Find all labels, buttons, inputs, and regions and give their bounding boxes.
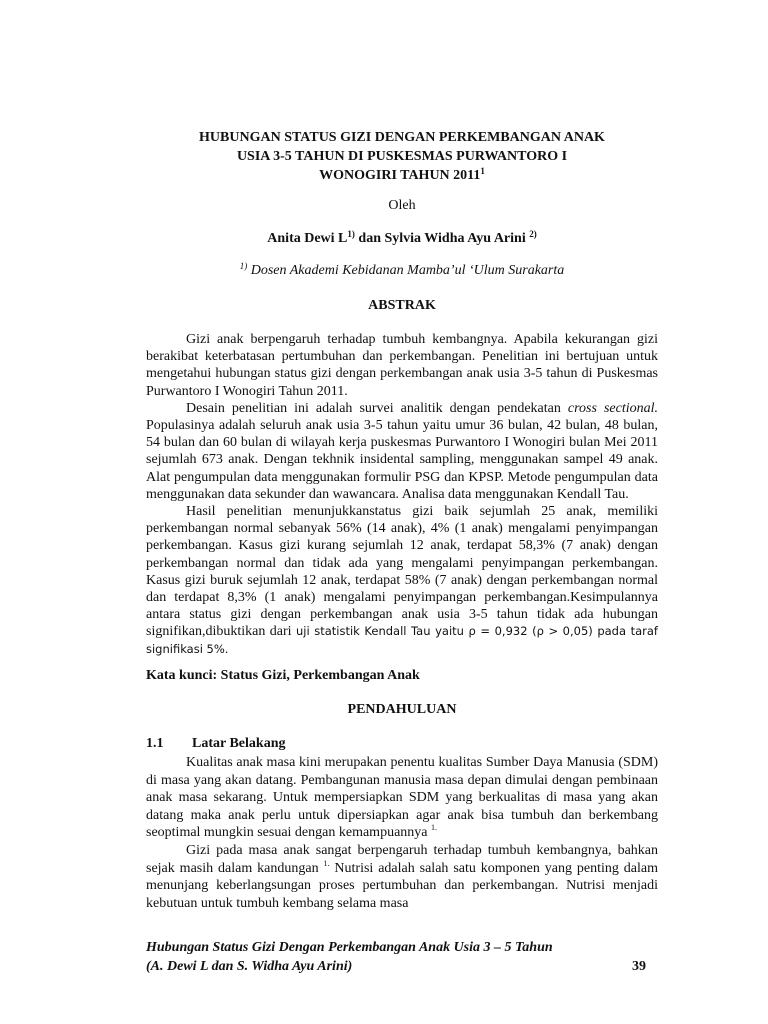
page-footer — [146, 938, 646, 976]
abstract-p2-text-a: Desain penelitian ini adalah survei analitik dengan pendekatan — [186, 400, 568, 416]
abstract-paragraph-2 — [146, 400, 658, 503]
subsection-heading — [146, 736, 285, 752]
footer-authors: (A. Dewi L dan S. Widha Ayu Arini) — [146, 959, 353, 974]
body-p1-text: Kualitas anak masa kini merupakan penentu kualitas Sumber Daya Manusia (SDM) di masa yang akan datang. Pembangunan manusia masa depan dimulai dengan pembinaan anak masa sekarang. Untuk mempersiapkan SDM yang berkualitas di masa yang akan datang maka anak perlu untuk dipersiapkan agar anak bisa tumbuh dan berkembang seoptimal mungkin sesuai dengan kemampuannya — [146, 755, 658, 841]
abstract-paragraph-3 — [146, 503, 658, 658]
title-footnote-mark: 1 — [480, 166, 485, 176]
abstract-p2-text-b: Populasinya adalah seluruh anak usia 3-5 tahun yaitu umur 36 bulan, 42 bulan, 48 bulan, 54 bulan dan 60 bulan di wilayah kerja puskesmas Purwantoro I Wonogiri bulan Mei 2011 sejumlah 673 anak. Dengan tekhnik insidental sampling, menggunakan sampel 49 anak. Alat pengumpulan data menggunakan formulir PSG dan KPSP. Metode pengumpulan data menggunakan data sekunder dan wawancara. Analisa data menggunakan Kendall Tau. — [146, 418, 658, 502]
page-number: 39 — [632, 959, 646, 974]
oleh-label: Oleh — [388, 198, 416, 213]
body-paragraph-1 — [146, 754, 658, 842]
subsection-title: Latar Belakang — [192, 736, 286, 751]
abstract-statistic: uji statistik Kendall Tau yaitu ρ = 0,932 (ρ > 0,05) pada taraf signifikasi 5%. — [146, 624, 658, 656]
body-paragraph-2 — [146, 842, 658, 912]
body-p1-ref: 1. — [431, 823, 437, 833]
keywords: Kata kunci: Status Gizi, Perkembangan Anak — [146, 668, 420, 683]
paper-title — [120, 128, 684, 185]
body-p2-text-b: Nutrisi adalah salah satu komponen yang penting dalam menunjang keberlangsungan proses pertumbuhan dan perkembangan. Nutrisi menjadi kebutuan untuk tumbuh kembang selama masa — [146, 860, 659, 911]
affiliation-text: Dosen Akademi Kebidanan Mamba’ul ‘Ulum Surakarta — [247, 263, 565, 278]
footer-line-1: Hubungan Status Gizi Dengan Perkembangan Anak Usia 3 – 5 Tahun — [146, 940, 553, 955]
affiliation-mark: 1) — [239, 261, 248, 271]
author-2-mark: 2) — [529, 229, 537, 239]
affiliation — [146, 263, 658, 279]
title-line-3-text: WONOGIRI TAHUN 2011 — [319, 168, 481, 183]
section-body — [146, 754, 658, 912]
body-p2-ref: 1. — [323, 858, 330, 868]
abstract-p3-text: Hasil penelitian menunjukkanstatus gizi baik sejumlah 25 anak, memiliki perkembangan normal sebanyak 56% (14 anak), 4% (1 anak) mengalami penyimpangan perkembangan. Kasus gizi kurang sejumlah 12 anak, terdapat 58,3% (7 anak) dengan perkembangan normal dan tidak ada yang mengalami penyimpangan perkembangan. Kasus gizi buruk sejumlah 12 anak, terdapat 58% (7 anak) dengan perkembangan normal dan terdapat 8,3% (1 anak) mengalami penyimpangan perkembangan.Kesimpulannya antara status gizi dengan perkembangan anak usia 3-5 tahun tidak ada hubungan signifikan,dibuktikan dari — [146, 504, 658, 640]
abstract-p2-italic: cross sectional. — [567, 400, 658, 416]
author-1: Anita Dewi L — [267, 231, 348, 246]
author-1-mark: 1) — [347, 229, 355, 239]
title-line-2: USIA 3-5 TAHUN DI PUSKESMAS PURWANTORO I — [236, 149, 568, 164]
section-heading: PENDAHULUAN — [347, 702, 457, 717]
title-line-3 — [120, 166, 684, 185]
footer-line-2 — [146, 957, 646, 976]
abstract-paragraph-1: Gizi anak berpengaruh terhadap tumbuh kembangnya. Apabila kekurangan gizi berakibat keterbatasan pertumbuhan dan perkembangan. Penelitian ini bertujuan untuk mengetahui hubungan status gizi dengan perkembangan anak usia 3-5 tahun di Puskesmas Purwantoro I Wonogiri Tahun 2011. — [146, 332, 658, 399]
author-line — [146, 231, 658, 247]
body-p2-text-a: Gizi pada masa anak sangat berpengaruh terhadap tumbuh kembangnya, bahkan sejak masih dalam kandungan — [146, 842, 658, 876]
subsection-number: 1.1 — [146, 736, 164, 751]
author-connector: dan Sylvia Widha Ayu Arini — [354, 231, 530, 246]
abstract-body — [146, 331, 658, 658]
title-line-1: HUBUNGAN STATUS GIZI DENGAN PERKEMBANGAN ANAK — [199, 130, 605, 145]
abstract-heading: ABSTRAK — [368, 298, 436, 313]
